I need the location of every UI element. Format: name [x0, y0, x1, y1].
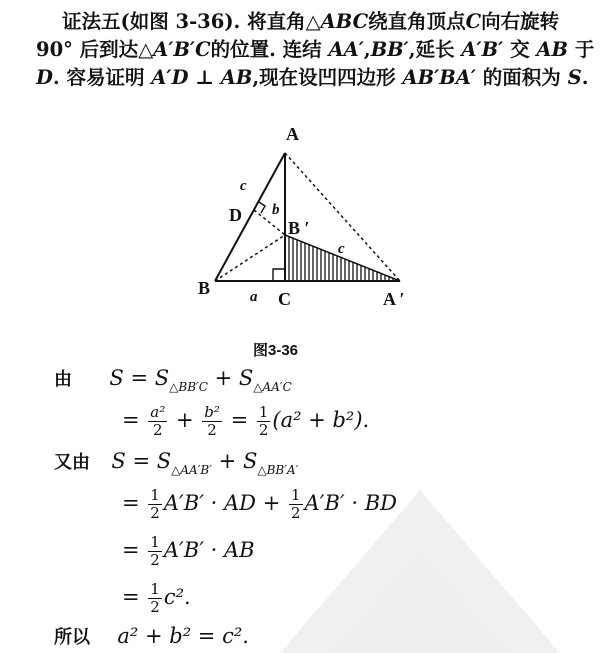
- math-expression: (a² + b²).: [272, 408, 370, 432]
- watermark-seal: [250, 470, 590, 653]
- fraction-half: [148, 582, 162, 615]
- math-expression: A′B′ · AD: [163, 491, 257, 515]
- intro-paragraph: [36, 8, 596, 92]
- numerator: 1: [291, 486, 301, 504]
- subscript: △BB′C: [169, 380, 208, 394]
- denominator: 2: [150, 551, 160, 569]
- math-quadrilateral: AB′BA′: [402, 66, 476, 89]
- text-segment: ,: [363, 38, 371, 61]
- label-side-b: b: [272, 202, 280, 218]
- numerator: b²: [204, 403, 220, 421]
- fraction-a2: [148, 405, 167, 438]
- equals-sign: =: [230, 408, 249, 432]
- text-segment: 交: [510, 38, 530, 61]
- equals-sign: =: [122, 491, 140, 515]
- eq-line-2: [122, 405, 369, 438]
- subscript: △BB′A′: [257, 463, 299, 477]
- label-side-c2: c: [338, 241, 345, 257]
- math-segment-ab: AB: [536, 38, 569, 61]
- math-s: S: [154, 366, 170, 390]
- text-segment: 于: [574, 38, 595, 61]
- label-d: D: [229, 205, 242, 225]
- math-area-s: S: [567, 66, 582, 89]
- label-side-a: a: [250, 289, 258, 305]
- fraction-half: [257, 405, 271, 438]
- plus-sign: +: [175, 408, 194, 432]
- denominator: 2: [291, 504, 301, 522]
- label-side-c: c: [240, 178, 247, 194]
- denominator: 2: [150, 598, 160, 616]
- numerator: a²: [150, 403, 166, 421]
- equals-sign: =: [132, 449, 151, 473]
- math-expression: A′B′ · AB: [163, 538, 255, 562]
- denominator: 2: [150, 504, 160, 522]
- text-segment: ,现在设凹四边形: [252, 66, 396, 89]
- math-perpendicular: A′D ⊥ AB: [151, 66, 253, 89]
- math-segment-aap: AA′: [328, 38, 364, 61]
- word-youyou: 又由: [54, 452, 90, 473]
- label-bp: B ′: [288, 218, 310, 238]
- math-s: S: [238, 366, 254, 390]
- text-segment: .: [581, 66, 589, 89]
- word-suoyi: 所以: [54, 627, 90, 648]
- equals-sign: =: [122, 585, 140, 609]
- text-segment: 绕直角顶点: [368, 10, 466, 33]
- label-a: A: [286, 124, 299, 144]
- geometry-figure: [180, 118, 440, 318]
- math-s: S: [111, 449, 126, 473]
- eq-line-1: [54, 368, 292, 393]
- text-segment: ,延长: [408, 38, 455, 61]
- math-expression: c².: [163, 585, 191, 609]
- math-point-c: C: [465, 10, 482, 33]
- text-segment: 的位置. 连结: [210, 38, 322, 61]
- denominator: 2: [258, 421, 269, 439]
- plus-sign: +: [218, 449, 237, 473]
- denominator: 2: [207, 421, 217, 439]
- denominator: 2: [153, 421, 163, 439]
- fraction-half: [148, 488, 162, 521]
- label-b: B: [198, 278, 211, 298]
- segment-bbp: [215, 235, 285, 281]
- math-expression: A′B′ · BD: [304, 491, 397, 515]
- right-angle-mark-d: [259, 202, 265, 213]
- math-s: S: [242, 449, 258, 473]
- math-triangle-apbpc: △A′B′C: [138, 38, 211, 61]
- fraction-half: [148, 535, 162, 568]
- right-angle-mark-c: [273, 269, 285, 281]
- text-segment: . 容易证明: [52, 66, 145, 89]
- subscript: △AA′B′: [171, 463, 212, 477]
- subscript: △AA′C: [253, 380, 292, 394]
- numerator: 1: [150, 580, 160, 598]
- math-segment-apbp: A′B′: [461, 38, 504, 61]
- equals-sign: =: [130, 366, 149, 390]
- math-triangle-abc: △ABC: [305, 10, 369, 33]
- segment-dbp: [254, 210, 285, 235]
- label-c: C: [278, 289, 291, 309]
- eq-line-6: [122, 582, 191, 615]
- math-s: S: [156, 449, 172, 473]
- numerator: 1: [150, 486, 160, 504]
- word-you: 由: [54, 369, 72, 390]
- text-segment: 向右旋转 90° 后到达: [36, 10, 560, 61]
- figure-caption: 图3-36: [253, 342, 299, 359]
- math-point-d: D: [36, 66, 53, 89]
- math-s: S: [109, 366, 124, 390]
- text-segment: 证法五(如图 3-36). 将直角: [62, 10, 306, 33]
- equals-sign: =: [122, 538, 140, 562]
- equals-sign: =: [122, 408, 140, 432]
- plus-sign: +: [214, 366, 233, 390]
- math-segment-bbp: BB′: [370, 38, 409, 61]
- label-ap: A ′: [383, 289, 405, 309]
- eq-line-7: [54, 626, 249, 647]
- numerator: 1: [150, 533, 160, 551]
- eq-line-5: [122, 535, 255, 568]
- plus-sign: +: [262, 491, 281, 515]
- text-segment: 的面积为: [482, 66, 561, 89]
- fraction-b2: [202, 405, 222, 438]
- math-expression: a² + b² = c².: [117, 624, 249, 648]
- numerator: 1: [258, 403, 269, 421]
